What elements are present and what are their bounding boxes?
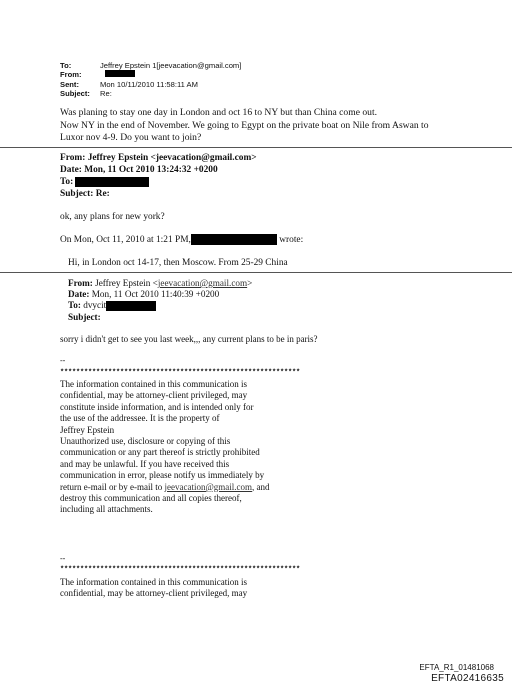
sent-value: Mon 10/11/2010 11:58:11 AM — [100, 79, 198, 89]
redaction-block — [75, 177, 149, 187]
disclaimer-line: and may be unlawful. If you have received this — [60, 458, 230, 469]
from-end: > — [247, 278, 253, 288]
disclaimer-line — [60, 482, 380, 493]
disclaimer-line: The information contained in this communication is — [60, 379, 247, 389]
subject-value: Re: — [100, 88, 112, 98]
email-header-primary — [60, 61, 241, 98]
disclaimer-line: confidential, may be attorney-client privileged, may — [60, 390, 248, 401]
bates-number-primary: EFTA_R1_01481068 — [419, 663, 494, 672]
disclaimer-line: Unauthorized use, disclosure or copying of this — [60, 436, 231, 447]
signature-dash: -- — [60, 554, 66, 563]
sent-label: Sent: — [60, 79, 79, 89]
from-value: Jeffrey Epstein <jeevacation@gmail.com> — [87, 153, 257, 163]
to-value: Jeffrey Epstein 1[jeevacation@gmail.com] — [100, 61, 242, 70]
to-label: To: — [68, 300, 81, 311]
subject-label: Subject: — [60, 188, 94, 199]
subject-label: Subject: — [68, 311, 101, 322]
disclaimer — [60, 577, 380, 600]
divider — [0, 272, 512, 273]
date-label: Date: — [68, 289, 90, 300]
date-value: Mon, 11 Oct 2010 13:24:32 +0200 — [84, 164, 218, 175]
redaction-block — [106, 301, 156, 311]
email-header-reply — [60, 153, 257, 200]
quote-intro-wrote: wrote: — [279, 235, 304, 245]
redaction-block — [191, 234, 277, 245]
disclaimer-line: communication in error, please notify us immediately by — [60, 470, 265, 481]
date-label: Date: — [60, 164, 82, 175]
quote-intro-date: On Mon, Oct 11, 2010 at 1:21 PM, — [60, 235, 191, 245]
message-body — [60, 107, 460, 145]
divider — [0, 147, 512, 148]
email-link[interactable]: jeevacation@gmail.com — [164, 481, 252, 492]
reply-text: ok, any plans for new york? — [60, 212, 165, 222]
subject-label: Subject: — [60, 88, 90, 98]
quoted-text: Hi, in London oct 14-17, then Moscow. From 25-29 China — [68, 258, 288, 268]
disclaimer-line: Jeffrey Epstein — [60, 424, 115, 435]
separator-stars: ************************************************************ — [60, 566, 301, 574]
redaction-block — [105, 70, 135, 77]
message-line: Was planing to stay one day in London and oct 16 to NY but than China come out. — [60, 107, 378, 118]
disclaimer-line: constitute inside information, and is intended only for — [60, 401, 254, 412]
quote-intro — [60, 234, 303, 246]
disclaimer-line: the use of the addressee. It is the property of — [60, 413, 220, 424]
date-value: Mon, 11 Oct 2010 11:40:39 +0200 — [91, 289, 220, 300]
from-label: From: — [68, 278, 93, 288]
disclaimer — [60, 379, 380, 516]
disclaimer-line: The information contained in this communication is — [60, 577, 247, 587]
reply-text: sorry i didn't get to see you last week,,, any current plans to be in paris? — [60, 334, 318, 344]
disclaimer-line: confidential, may be attorney-client privileged, may — [60, 588, 248, 599]
email-link[interactable]: jeevacation@gmail.com — [157, 278, 248, 288]
disclaimer-line: including all attachments. — [60, 504, 153, 515]
email-header-quoted — [68, 278, 252, 323]
from-label: From: — [60, 70, 82, 80]
message-line: Luxor nov 4-9. Do you want to join? — [60, 132, 202, 143]
message-line: Now NY in the end of November. We going to Egypt on the private boat on Nile from Aswan to — [60, 119, 429, 131]
separator-stars: ************************************************************ — [60, 369, 301, 377]
disclaimer-line: destroy this communication and all copies thereof, — [60, 493, 242, 504]
disclaimer-text: return e-mail or by e-mail to — [60, 481, 165, 492]
from-label: From: — [60, 153, 86, 163]
disclaimer-text: , and — [251, 481, 270, 492]
bates-number-secondary: EFTA02416635 — [431, 673, 504, 684]
signature-dash: -- — [60, 356, 66, 365]
disclaimer-line: communication or any part thereof is strictly prohibited — [60, 447, 260, 458]
to-label: To: — [60, 61, 72, 70]
to-label: To: — [60, 176, 74, 187]
from-name: Jeffrey Epstein < — [95, 278, 158, 288]
to-value: dvycit — [83, 300, 107, 311]
subject-value: Re: — [95, 188, 110, 199]
